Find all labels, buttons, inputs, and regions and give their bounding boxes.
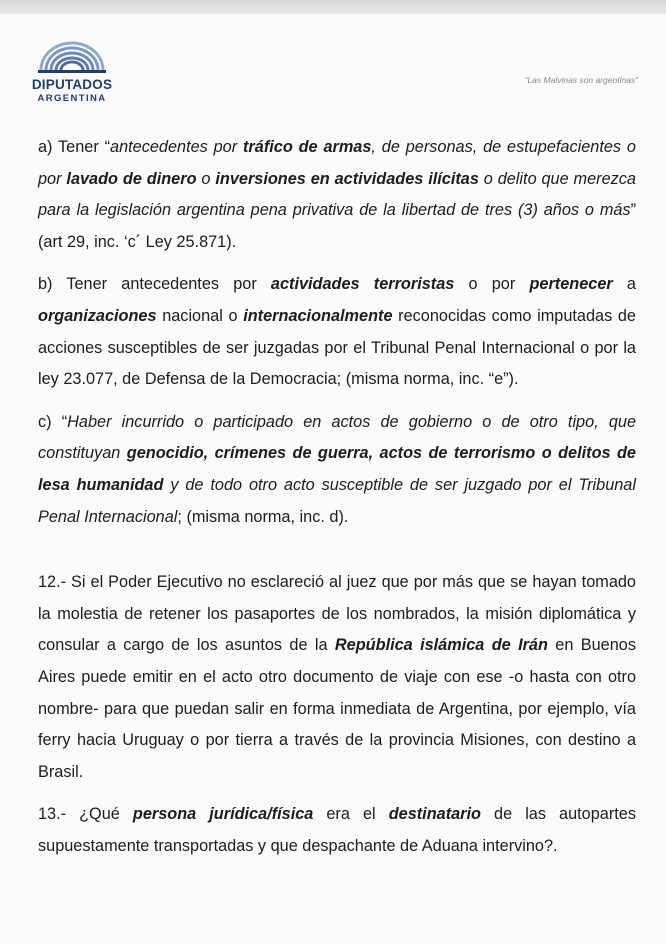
paragraph-a: a) Tener “antecedentes por tráfico de armas, de personas, de estupefacientes o por lavado de dinero o inversiones en actividades ilícitas o delito que merezca para la legislación argentina pena privativa de la libertad de tres (3) años o más” (art 29, inc. ‘c´ Ley 25.871). (38, 138, 636, 251)
logo-country: ARGENTINA (37, 93, 107, 104)
document-body (38, 132, 636, 873)
paragraph-12: 12.- Si el Poder Ejecutivo no esclareció al juez que por más que se hayan tomado la molestia de retener los pasaportes de los nombrados, la misión diplomática y consular a cargo de los asuntos de la República islámica de Irán en Buenos Aires puede emitir en el acto otro documento de viaje con ese -o hasta con otro nombre- para que puedan salir en forma inmediata de Argentina, por ejemplo, vía ferry hacia Uruguay o por tierra a través de la provincia Misiones, con destino a Brasil. (38, 573, 636, 781)
diputados-logo (26, 36, 118, 108)
congress-dome-icon (35, 36, 109, 76)
paragraph-13: 13.- ¿Qué persona jurídica/física era el destinatario de las autopartes supuestamente transportadas y que despachante de Aduana intervino?. (38, 805, 636, 855)
logo-name: DIPUTADOS (31, 77, 113, 92)
page-top-edge (0, 0, 666, 14)
document-page (0, 14, 666, 944)
header-motto: “Las Malvinas son argentinas” (524, 75, 638, 85)
paragraph-c: c) “Haber incurrido o participado en actos de gobierno o de otro tipo, que constituyan genocidio, crímenes de guerra, actos de terrorismo o delitos de lesa humanidad y de todo otro acto susceptible de ser juzgado por el Tribunal Penal Internacional; (misma norma, inc. d). (38, 412, 636, 526)
paragraph-b: b) Tener antecedentes por actividades terroristas o por pertenecer a organizaciones nacional o internacionalmente reconocidas como imputadas de acciones susceptibles de ser juzgadas por el Tribunal Penal Internacional o por la ley 23.077, de Defensa de la Democracia; (misma norma, inc. “e”). (38, 275, 636, 389)
